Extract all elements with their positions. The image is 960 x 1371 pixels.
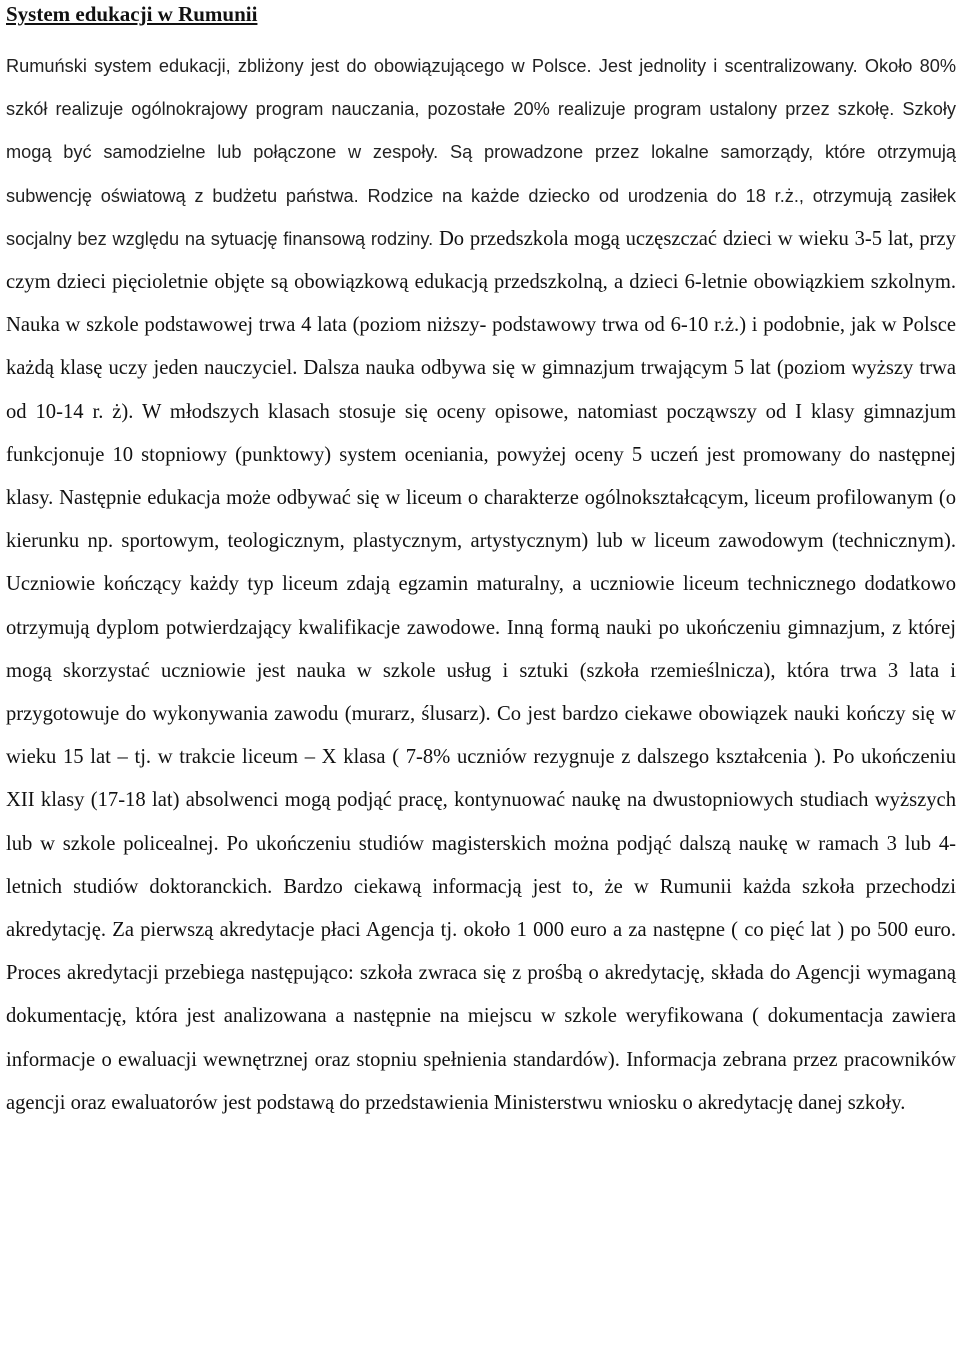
paragraph-segment-intro: Rumuński system edukacji, zbliżony jest do obowiązującego w Polsce. Jest jednolity i scentralizowany. Około 80% szkół realizuje ogólnokrajowy program nauczania, pozostałe 20% realizuje program ustalony przez szkołę. Szkoły mogą być samodzielne lub połączone w zespoły. Są prowadzone przez lokalne samorządy, które otrzymują subwencję oświatową z budżetu państwa. Rodzice na każde dziecko od urodzenia do 18 r.ż., otrzymują zasiłek socjalny bez względu na sytuację finansową rodziny.	[6, 56, 956, 249]
body-paragraph	[6, 45, 956, 1125]
paragraph-segment-main: Do przedszkola mogą uczęszczać dzieci w wieku 3-5 lat, przy czym dzieci pięcioletnie objęte są obowiązkową edukacją przedszkolną, a dzieci 6-letnie obowiązkiem szkolnym. Nauka w szkole podstawowej trwa 4 lata (poziom niższy- podstawowy trwa od 6-10 r.ż.) i podobnie, jak w Polsce każdą klasę uczy jeden nauczyciel. Dalsza nauka odbywa się w gimnazjum trwającym 5 lat (poziom wyższy trwa od 10-14 r. ż). W młodszych klasach stosuje się oceny opisowe, natomiast począwszy od I klasy gimnazjum funkcjonuje 10 stopniowy (punktowy) system oceniania, powyżej oceny 5 uczeń jest promowany do następnej klasy. Następnie edukacja może odbywać się w liceum o charakterze ogólnokształcącym, liceum profilowanym (o kierunku np. sportowym, teologicznym, plastycznym, artystycznym) lub w liceum zawodowym (technicznym). Uczniowie kończący każdy typ liceum zdają egzamin maturalny, a uczniowie liceum technicznego dodatkowo otrzymują dyplom potwierdzający kwalifikacje zawodowe. Inną formą nauki po ukończeniu gimnazjum, z której mogą skorzystać uczniowie jest nauka w szkole usług i sztuki (szkoła rzemieślnicza), która trwa 3 lata i przygotowuje do wykonywania zawodu (murarz, ślusarz). Co jest bardzo ciekawe obowiązek nauki kończy się w wieku 15 lat – tj. w trakcie liceum – X klasa ( 7-8% uczniów rezygnuje z dalszego kształcenia ). Po ukończeniu XII klasy (17-18 lat) absolwenci mogą podjąć pracę, kontynuować naukę na dwustopniowych studiach wyższych lub w szkole policealnej. Po ukończeniu studiów magisterskich można podjąć dalszą naukę w ramach 3 lub 4-letnich studiów doktoranckich. Bardzo ciekawą informacją jest to, że w Rumunii każda szkoła przechodzi akredytację. Za pierwszą akredytacje płaci Agencja tj. około 1 000 euro a za następne ( co pięć lat ) po 500 euro. Proces akredytacji przebiega następująco: szkoła zwraca się z prośbą o akredytację, składa do Agencji wymaganą dokumentację, która jest analizowana a następnie na miejscu w szkole weryfikowana ( dokumentacja zawiera informacje o ewaluacji wewnętrznej oraz stopniu spełnienia standardów). Informacja zebrana przez pracowników agencji oraz ewaluatorów jest podstawą do przedstawienia Ministerstwu wniosku o akredytację danej szkoły.	[6, 227, 956, 1114]
document-title: System edukacji w Rumunii	[6, 2, 258, 26]
